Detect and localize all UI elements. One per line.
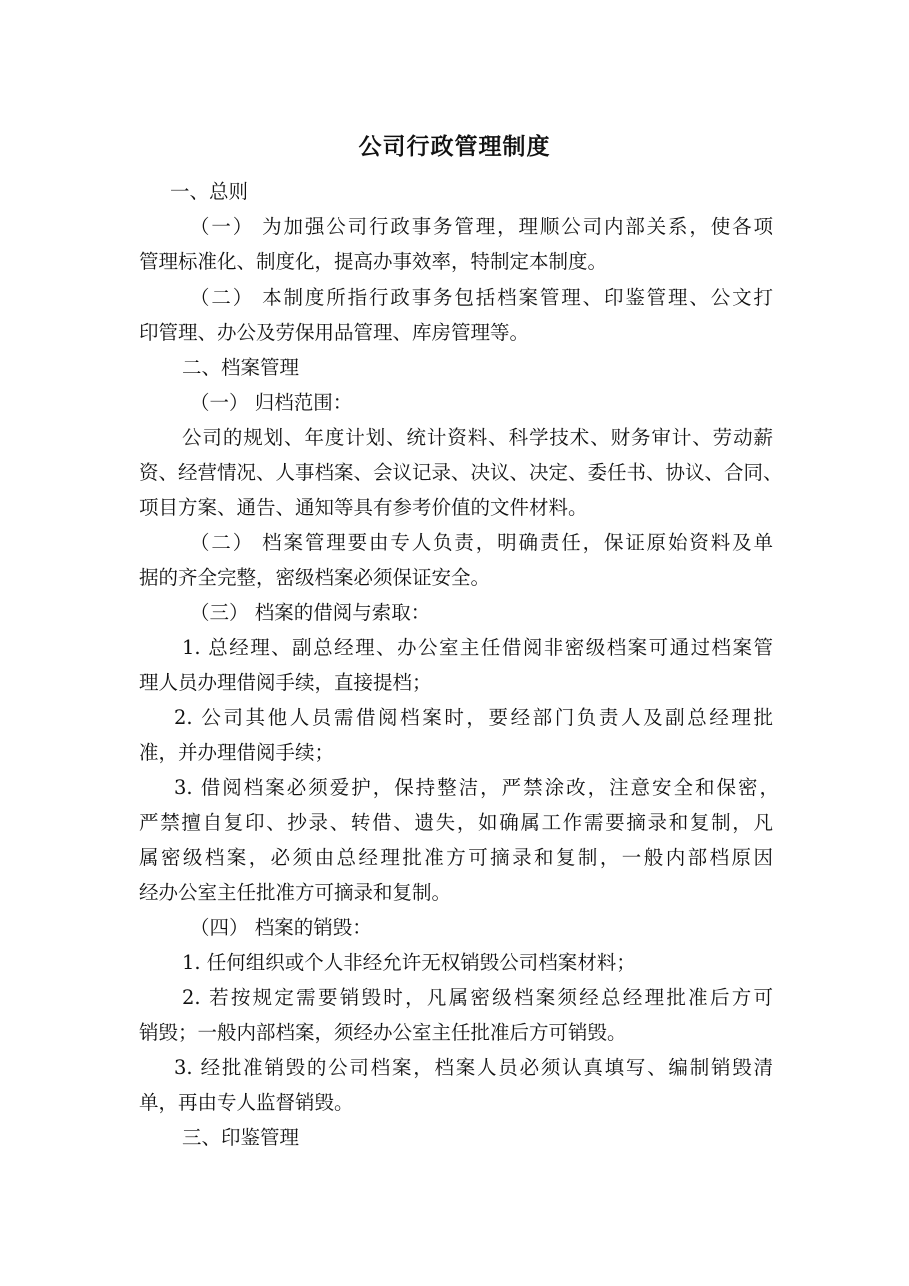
list-item: 1. 任何组织或个人非经允许无权销毁公司档案材料； — [182, 951, 636, 974]
paragraph-line: 项目方案、通告、通知等具有参考价值的文件材料。 — [139, 496, 588, 519]
paragraph-line: 管理标准化、制度化，提高办事效率，特制定本制度。 — [139, 250, 608, 273]
section-heading-general: 一、总则 — [170, 180, 249, 203]
list-item: 3. 借阅档案必须爱护，保持整洁，严禁涂改，注意安全和保密， — [174, 776, 779, 799]
list-item: 2. 公司其他人员需借阅档案时，要经部门负责人及副总经理批 — [174, 706, 773, 729]
section-heading-archives: 二、档案管理 — [182, 356, 300, 379]
list-item-continuation: 属密级档案，必须由总经理批准方可摘录和复制，一般内部档原因 — [139, 846, 773, 869]
paragraph-line: 据的齐全完整，密级档案必须保证安全。 — [139, 566, 491, 589]
paragraph-line: （二） 档案管理要由专人负责，明确责任，保证原始资料及单 — [190, 531, 773, 554]
list-item-continuation: 单，再由专人监督销毁。 — [139, 1091, 354, 1114]
section-heading-seals: 三、印鉴管理 — [182, 1126, 300, 1149]
list-item: 2. 若按规定需要销毁时，凡属密级档案须经总经理批准后方可 — [182, 986, 773, 1009]
paragraph-line: 印管理、办公及劳保用品管理、库房管理等。 — [139, 321, 530, 344]
list-item-continuation: 准，并办理借阅手续； — [139, 741, 335, 764]
paragraph-line: （二） 本制度所指行政事务包括档案管理、印鉴管理、公文打 — [190, 286, 773, 309]
subsection-heading: （一） 归档范围： — [190, 391, 353, 414]
paragraph-line: 资、经营情况、人事档案、会议记录、决议、决定、委任书、协议、合同、 — [139, 461, 783, 484]
list-item-continuation: 销毁；一般内部档案，须经办公室主任批准后方可销毁。 — [139, 1021, 627, 1044]
list-item: 1. 总经理、副总经理、办公室主任借阅非密级档案可通过档案管 — [182, 636, 773, 659]
subsection-heading: （四） 档案的销毁： — [190, 916, 372, 939]
subsection-heading: （三） 档案的借阅与索取： — [190, 601, 431, 624]
paragraph-line: 公司的规划、年度计划、统计资料、科学技术、财务审计、劳动薪 — [182, 426, 773, 449]
document-title: 公司行政管理制度 — [358, 133, 551, 160]
list-item-continuation: 经办公室主任批准方可摘录和复制。 — [139, 881, 452, 904]
list-item: 3. 经批准销毁的公司档案，档案人员必须认真填写、编制销毁清 — [174, 1056, 773, 1079]
list-item-continuation: 严禁擅自复印、抄录、转借、遗失，如确属工作需要摘录和复制，凡 — [139, 811, 773, 834]
paragraph-line: （一） 为加强公司行政事务管理，理顺公司内部关系，使各项 — [190, 215, 773, 238]
list-item-continuation: 理人员办理借阅手续，直接提档； — [139, 671, 432, 694]
